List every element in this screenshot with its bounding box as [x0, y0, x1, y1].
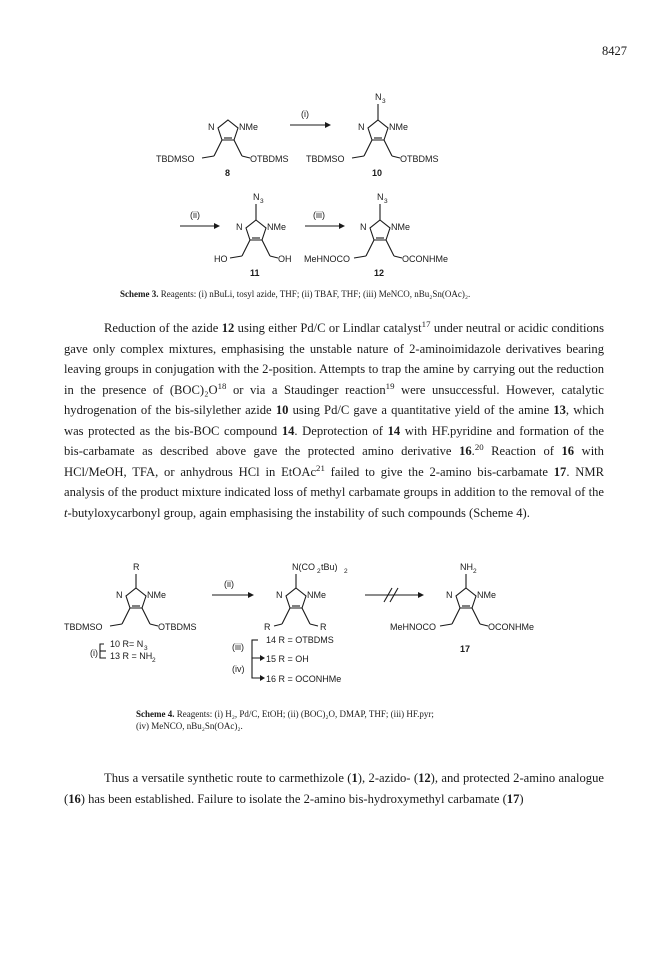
- r-label: R: [133, 562, 140, 572]
- reagent-ii-label: (ii): [190, 210, 200, 220]
- nboc-tail: tBu): [321, 562, 338, 572]
- n3-label: N: [253, 192, 260, 202]
- compound-17-id: 17: [460, 644, 471, 654]
- tbdmso-label: TBDMSO: [156, 154, 195, 164]
- n-label: N: [208, 122, 215, 132]
- compound-17-structure: [390, 562, 534, 654]
- compound-10-13-structure: [64, 562, 197, 632]
- tbdmso-label: TBDMSO: [64, 622, 103, 632]
- scheme-3-svg: [0, 80, 663, 295]
- mehnoco-label: MeHNOCO: [304, 254, 351, 264]
- body-paragraph-2: Thus a versatile synthetic route to carmethizole (1), 2-azido- (12), and protected 2-amino analogue (16) has been established. Failure to isolate the 2-amino bis-hydroxymethyl carbamate (17): [64, 771, 604, 806]
- tbdmso-label: TBDMSO: [306, 154, 345, 164]
- caption-line-2: (iv) MeNCO, nBu₂Sn(OAc)₂.: [136, 721, 243, 731]
- scheme-3-caption: [120, 288, 580, 300]
- reagent-iii-label: (iii): [313, 210, 325, 220]
- otbdms-label: OTBDMS: [400, 154, 439, 164]
- otbdms-label: OTBDMS: [250, 154, 289, 164]
- nboc-sub: 2: [317, 568, 321, 575]
- caption-label: Scheme 3.: [120, 289, 159, 299]
- row-14-label: 14 R = OTBDMS: [266, 635, 334, 645]
- row-13-sub: 2: [152, 657, 156, 664]
- scheme-3-figure: [0, 80, 663, 299]
- row-10-label: 10 R= N: [110, 639, 144, 649]
- nme-label: NMe: [391, 222, 411, 232]
- otbdms-label: OTBDMS: [158, 622, 197, 632]
- row-15-label: 15 R = OH: [266, 654, 309, 664]
- n-label: N: [358, 122, 365, 132]
- body-paragraph-1: Reduction of the azide 12 using either Pd/C or Lindlar catalyst$^{17}$ under neutral or acidic conditions gave only complex mixtures, emphasising the unstable nature of 2-aminoimidazole derivatives bearing leaving groups in conjugation with the 2-position. Attempts to trap the amine by carrying out the reduction in the presence of $(BOC)_2O^{18}$ or via a Staudinger reaction$^{19}$ were unsuccessful. However, catalytic hydrogenation of the bis-silylether azide 10 using Pd/C gave a quantitative yield of the amine 13, which was protected as the bis-BOC compound 14. Deprotection of 14 with HF.pyridine and formation of the bis-carbamate as described above gave the protected amino derivative 16.20 Reaction of 16 with HCl/MeOH, TFA, or anhydrous HCl in EtOAc$^{21}$ failed to give the 2-amino bis-carbamate 17. NMR analysis of the product mixture indicated loss of methyl carbamate groups in addition to the removal of the t-butyloxycarbonyl group, again emphasising the instability of such compounds (Scheme 4).: [64, 318, 605, 520]
- oh-label: OH: [278, 254, 292, 264]
- n-label: N: [236, 222, 243, 232]
- n-label: N: [116, 590, 123, 600]
- nme-label: NMe: [147, 590, 167, 600]
- oconhme-label: OCONHMe: [402, 254, 449, 264]
- n3-subscript: 3: [260, 198, 264, 205]
- nme-label: NMe: [307, 590, 327, 600]
- n3-label: N: [377, 192, 384, 202]
- compound-12-id: 12: [374, 268, 385, 278]
- reagent-iv-label: (iv): [232, 664, 245, 674]
- n-label: N: [446, 590, 453, 600]
- compound-10-id: 10: [372, 168, 383, 178]
- r-left-label: R: [264, 622, 271, 632]
- compound-8-structure: [156, 120, 289, 178]
- n3-subscript: 3: [384, 198, 388, 205]
- nme-label: NMe: [239, 122, 259, 132]
- scheme-4-caption: [136, 708, 556, 732]
- ho-label: HO: [214, 254, 228, 264]
- row-13-label: 13 R = NH: [110, 651, 153, 661]
- r-right-label: R: [320, 622, 327, 632]
- n-label: N: [360, 222, 367, 232]
- compound-12-structure: [304, 192, 448, 278]
- oconhme-label: OCONHMe: [488, 622, 535, 632]
- compound-list-middle: [232, 635, 341, 684]
- nh2-label: NH: [460, 562, 473, 572]
- compound-11-structure: [214, 192, 292, 278]
- row-16-label: 16 R = OCONHMe: [266, 674, 342, 684]
- n3-label: N: [375, 92, 382, 102]
- n3-subscript: 3: [382, 98, 386, 105]
- compound-10-structure: [306, 92, 439, 178]
- reagent-iii-label: (iii): [232, 642, 244, 652]
- reagent-i-label: (i): [301, 109, 309, 119]
- failed-reaction-arrow: [365, 588, 424, 602]
- caption-line-1: Reagents: (i) H₂, Pd/C, EtOH; (ii) (BOC)₂O, DMAP, THF; (iii) HF.pyr;: [176, 709, 434, 719]
- nboc-label: N(CO: [292, 562, 315, 572]
- caption-text: Reagents: (i) nBuLi, tosyl azide, THF; (ii) TBAF, THF; (iii) MeNCO, nBu₂Sn(OAc)₂.: [160, 289, 471, 299]
- caption-label: Scheme 4.: [136, 709, 175, 719]
- reaction-arrow-iii: [305, 210, 345, 229]
- nh2-sub: 2: [473, 568, 477, 575]
- compound-list-left: [90, 639, 156, 664]
- nme-label: NMe: [389, 122, 409, 132]
- compound-14-16-structure: [264, 562, 348, 632]
- nboc-sub2: 2: [344, 568, 348, 575]
- compound-11-id: 11: [250, 268, 260, 278]
- nme-label: NMe: [477, 590, 497, 600]
- n-label: N: [276, 590, 283, 600]
- mehnoco-label: MeHNOCO: [390, 622, 437, 632]
- reaction-arrow-ii: [180, 210, 220, 229]
- reagent-ii-label: (ii): [224, 579, 234, 589]
- reaction-arrow-i: [290, 109, 331, 128]
- reaction-arrow-ii: [212, 579, 254, 598]
- page-number: 8427: [602, 44, 627, 58]
- compound-8-id: 8: [225, 168, 231, 178]
- nme-label: NMe: [267, 222, 287, 232]
- row-10-sub: 3: [144, 645, 148, 652]
- reagent-i-label: (i): [90, 648, 98, 658]
- scheme-4-figure: [0, 558, 663, 738]
